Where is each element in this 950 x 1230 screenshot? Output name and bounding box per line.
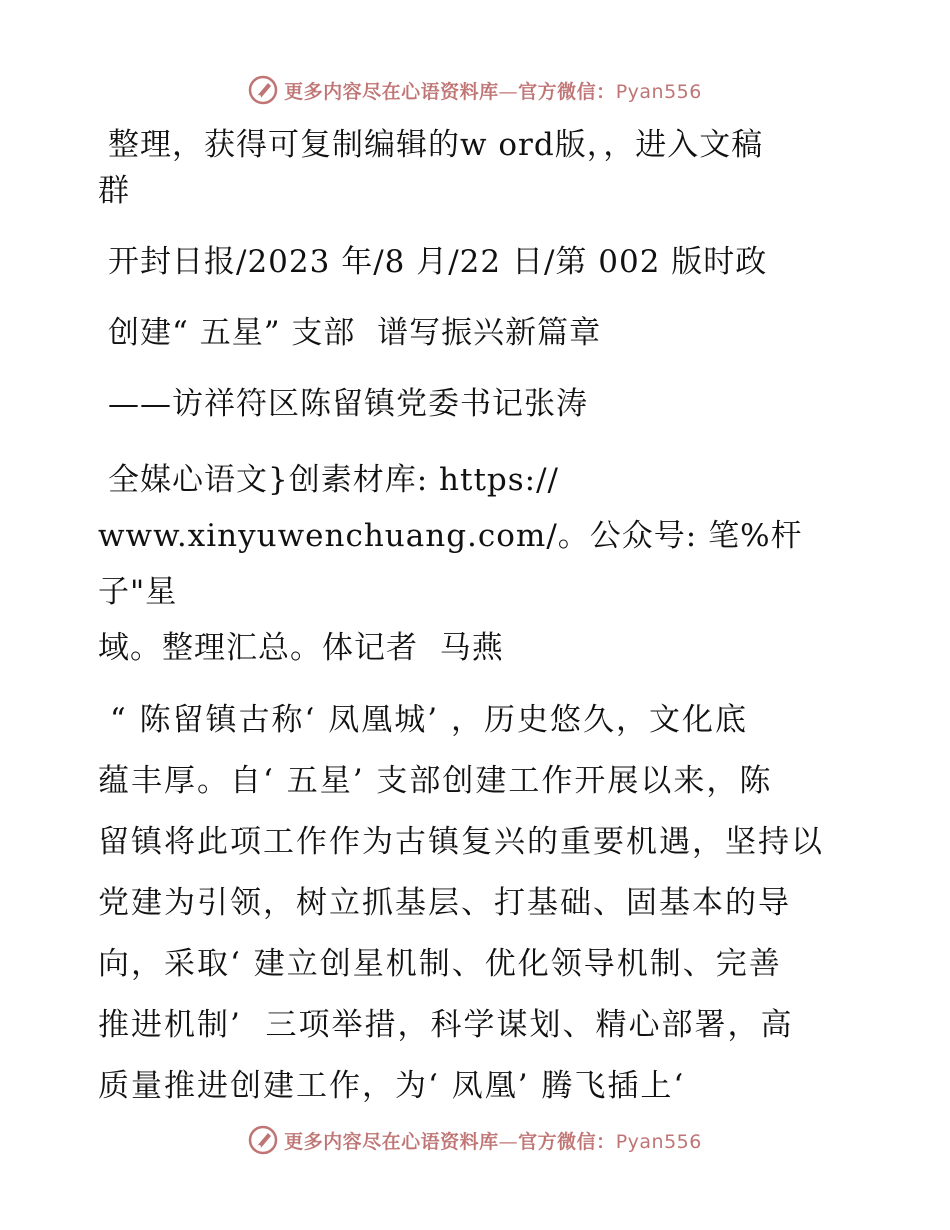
article-subtitle: ——访祥符区陈留镇党委书记张涛 bbox=[108, 386, 588, 422]
article-title: 创建“ 五星” 支部 谱写振兴新篇章 bbox=[108, 315, 602, 351]
watermark-banner-top bbox=[0, 70, 950, 110]
paragraph-line: 推进机制’ 三项举措，科学谋划、精心部署，高 bbox=[98, 1007, 794, 1043]
watermark-banner-bottom bbox=[0, 1120, 950, 1160]
paragraph-line: 留镇将此项工作作为古镇复兴的重要机遇，坚持以 bbox=[98, 824, 824, 860]
pen-nib-circle-icon bbox=[248, 75, 278, 105]
paragraph-line: 蕴丰厚。自‘ 五星’ 支部创建工作开展以来，陈 bbox=[98, 763, 773, 799]
pen-nib-circle-icon bbox=[248, 1125, 278, 1155]
article-paragraph bbox=[98, 690, 858, 1117]
wechat-id: Pyan556 bbox=[615, 1130, 702, 1153]
paragraph-line: 质量推进创建工作，为‘ 凤凰’ 腾飞插上‘ bbox=[98, 1068, 686, 1104]
document-body bbox=[98, 122, 858, 1117]
source-line: 全媒心语文}创素材库: https:// www.xinyuwenchuang.com/。公众号: 笔%杆子"星 域。整理汇总。体记者 马燕 bbox=[98, 462, 803, 666]
intro-note: 整理，获得可复制编辑的w ord版，，进入文稿 群 bbox=[98, 127, 764, 209]
paragraph-line: 党建为引领，树立抓基层、打基础、固基本的导 bbox=[98, 885, 791, 921]
wechat-id: Pyan556 bbox=[615, 80, 702, 103]
paragraph-line: “ 陈留镇古称‘ 凤凰城’ ，历史悠久，文化底 bbox=[98, 702, 748, 738]
paragraph-line: 向，采取‘ 建立创星机制、优化领导机制、完善 bbox=[98, 946, 782, 982]
watermark-text: 更多内容尽在心语资料库—官方微信：Pyan556 bbox=[284, 1130, 702, 1153]
byline: 开封日报/2023 年/8 月/22 日/第 002 版时政 bbox=[108, 244, 768, 280]
watermark-text: 更多内容尽在心语资料库—官方微信：Pyan556 bbox=[284, 80, 702, 103]
